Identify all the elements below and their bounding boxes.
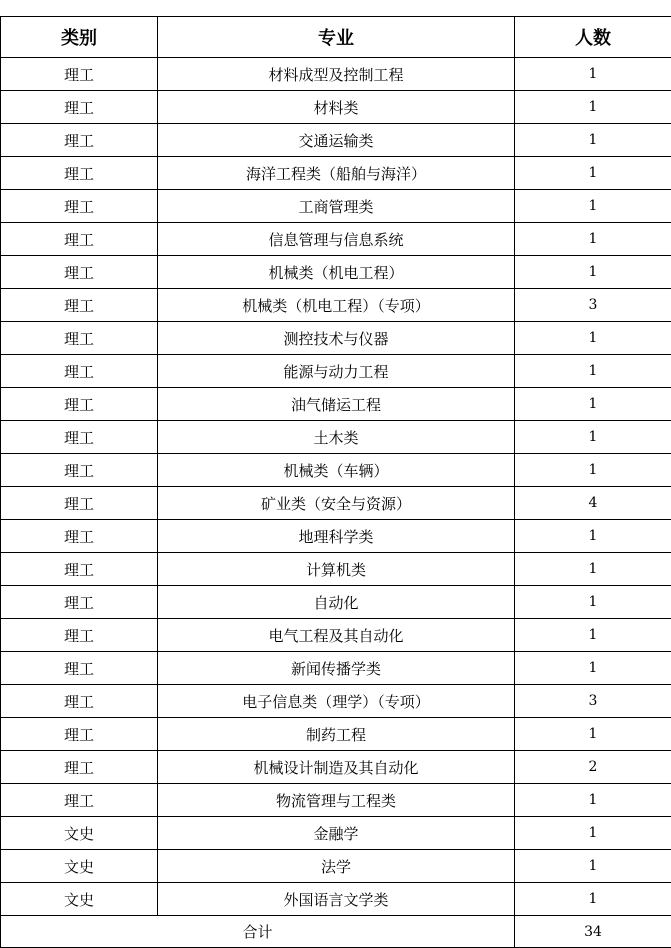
table-body	[1, 58, 671, 948]
cell-count: 1	[515, 157, 671, 190]
cell-count: 1	[515, 388, 671, 421]
cell-major: 矿业类（安全与资源）	[158, 487, 515, 520]
cell-category: 理工	[1, 487, 158, 520]
cell-count: 1	[515, 718, 671, 751]
table-row	[1, 91, 671, 124]
header-category: 类别	[1, 17, 158, 58]
cell-major: 交通运输类	[158, 124, 515, 157]
cell-category: 理工	[1, 421, 158, 454]
cell-count: 1	[515, 223, 671, 256]
cell-count: 1	[515, 58, 671, 91]
cell-category: 理工	[1, 190, 158, 223]
total-label: 合计	[1, 916, 515, 948]
cell-category: 理工	[1, 619, 158, 652]
cell-count: 1	[515, 553, 671, 586]
cell-major: 新闻传播学类	[158, 652, 515, 685]
cell-major: 机械类（车辆）	[158, 454, 515, 487]
cell-category: 理工	[1, 91, 158, 124]
table-row	[1, 619, 671, 652]
table-row	[1, 751, 671, 784]
table-row	[1, 124, 671, 157]
cell-category: 理工	[1, 454, 158, 487]
cell-count: 3	[515, 685, 671, 718]
cell-count: 1	[515, 652, 671, 685]
table-header-row	[1, 17, 671, 58]
table-row	[1, 586, 671, 619]
cell-category: 理工	[1, 718, 158, 751]
cell-major: 材料类	[158, 91, 515, 124]
cell-major: 测控技术与仪器	[158, 322, 515, 355]
cell-category: 理工	[1, 553, 158, 586]
cell-category: 理工	[1, 289, 158, 322]
cell-count: 2	[515, 751, 671, 784]
cell-count: 1	[515, 784, 671, 817]
cell-major: 法学	[158, 850, 515, 883]
cell-category: 理工	[1, 223, 158, 256]
cell-major: 地理科学类	[158, 520, 515, 553]
cell-count: 1	[515, 256, 671, 289]
cell-category: 理工	[1, 751, 158, 784]
table-row	[1, 322, 671, 355]
table-row	[1, 520, 671, 553]
cell-category: 理工	[1, 58, 158, 91]
table-row	[1, 883, 671, 916]
cell-count: 1	[515, 454, 671, 487]
cell-major: 外国语言文学类	[158, 883, 515, 916]
cell-category: 理工	[1, 586, 158, 619]
cell-major: 自动化	[158, 586, 515, 619]
table-row	[1, 388, 671, 421]
cell-category: 文史	[1, 883, 158, 916]
cell-count: 1	[515, 322, 671, 355]
table-row	[1, 355, 671, 388]
cell-category: 理工	[1, 157, 158, 190]
cell-major: 制药工程	[158, 718, 515, 751]
cell-count: 3	[515, 289, 671, 322]
cell-category: 文史	[1, 817, 158, 850]
enrollment-table	[0, 16, 671, 948]
enrollment-table-container	[0, 16, 671, 948]
cell-category: 理工	[1, 520, 158, 553]
cell-major: 电子信息类（理学）（专项）	[158, 685, 515, 718]
table-row	[1, 685, 671, 718]
cell-count: 4	[515, 487, 671, 520]
cell-major: 机械类（机电工程）（专项）	[158, 289, 515, 322]
cell-category: 理工	[1, 784, 158, 817]
table-row	[1, 190, 671, 223]
cell-major: 金融学	[158, 817, 515, 850]
cell-count: 1	[515, 91, 671, 124]
table-row	[1, 817, 671, 850]
cell-major: 物流管理与工程类	[158, 784, 515, 817]
cell-major: 电气工程及其自动化	[158, 619, 515, 652]
cell-count: 1	[515, 421, 671, 454]
cell-count: 1	[515, 520, 671, 553]
cell-major: 能源与动力工程	[158, 355, 515, 388]
cell-category: 理工	[1, 322, 158, 355]
cell-count: 1	[515, 124, 671, 157]
cell-major: 机械设计制造及其自动化	[158, 751, 515, 784]
table-row	[1, 850, 671, 883]
cell-category: 理工	[1, 355, 158, 388]
table-row	[1, 553, 671, 586]
cell-count: 1	[515, 817, 671, 850]
cell-major: 信息管理与信息系统	[158, 223, 515, 256]
total-row	[1, 916, 671, 948]
table-row	[1, 289, 671, 322]
cell-category: 理工	[1, 388, 158, 421]
table-row	[1, 652, 671, 685]
cell-category: 理工	[1, 256, 158, 289]
cell-category: 理工	[1, 652, 158, 685]
cell-category: 理工	[1, 124, 158, 157]
cell-major: 油气储运工程	[158, 388, 515, 421]
total-count: 34	[515, 916, 671, 948]
table-row	[1, 718, 671, 751]
cell-major: 土木类	[158, 421, 515, 454]
cell-category: 文史	[1, 850, 158, 883]
table-row	[1, 784, 671, 817]
cell-category: 理工	[1, 685, 158, 718]
cell-count: 1	[515, 586, 671, 619]
table-row	[1, 256, 671, 289]
cell-major: 计算机类	[158, 553, 515, 586]
table-row	[1, 454, 671, 487]
table-row	[1, 58, 671, 91]
table-row	[1, 487, 671, 520]
table-row	[1, 421, 671, 454]
cell-count: 1	[515, 883, 671, 916]
cell-count: 1	[515, 355, 671, 388]
cell-count: 1	[515, 190, 671, 223]
table-row	[1, 157, 671, 190]
header-major: 专业	[158, 17, 515, 58]
cell-major: 材料成型及控制工程	[158, 58, 515, 91]
cell-count: 1	[515, 850, 671, 883]
cell-major: 海洋工程类（船舶与海洋）	[158, 157, 515, 190]
cell-major: 机械类（机电工程）	[158, 256, 515, 289]
table-row	[1, 223, 671, 256]
header-count: 人数	[515, 17, 671, 58]
cell-count: 1	[515, 619, 671, 652]
cell-major: 工商管理类	[158, 190, 515, 223]
